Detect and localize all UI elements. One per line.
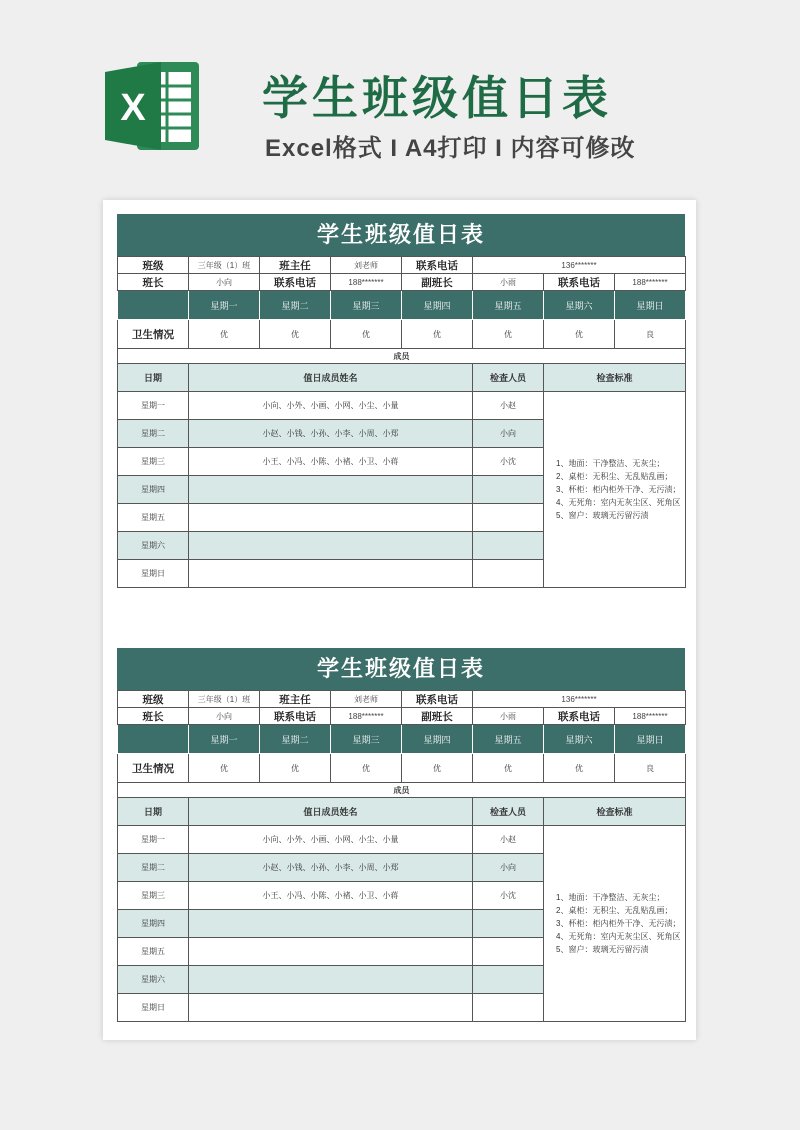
day-cell: 星期三 xyxy=(118,448,189,476)
hygiene-value: 优 xyxy=(260,320,331,349)
inspector-cell xyxy=(473,476,544,504)
day-cell: 星期六 xyxy=(118,532,189,560)
hygiene-value: 优 xyxy=(544,320,615,349)
weekday-cell: 星期三 xyxy=(331,291,402,320)
names-cell: 小赵、小钱、小孙、小李、小周、小郑 xyxy=(189,420,473,448)
weekday-cell: 星期二 xyxy=(260,291,331,320)
duty-sheet-2 xyxy=(117,648,685,1022)
vice-phone-label: 联系电话 xyxy=(544,708,615,725)
standard-line: 1、地面：干净整洁、无灰尘； xyxy=(556,459,665,468)
members-label: 成员 xyxy=(118,349,686,364)
inspector-cell: 小赵 xyxy=(473,392,544,420)
date-header: 日期 xyxy=(118,364,189,392)
phone-value: 136******* xyxy=(473,257,686,274)
weekday-cell: 星期四 xyxy=(402,725,473,754)
weekday-cell: 星期六 xyxy=(544,725,615,754)
phone-value: 136******* xyxy=(473,691,686,708)
hygiene-row xyxy=(118,320,686,349)
hygiene-value: 优 xyxy=(331,754,402,783)
monitor-phone-value: 188******* xyxy=(331,274,402,291)
inspector-cell xyxy=(473,504,544,532)
day-cell: 星期四 xyxy=(118,476,189,504)
vice-label: 副班长 xyxy=(402,708,473,725)
hygiene-value: 优 xyxy=(473,320,544,349)
names-cell xyxy=(189,532,473,560)
day-cell: 星期一 xyxy=(118,826,189,854)
names-cell: 小赵、小钱、小孙、小李、小周、小郑 xyxy=(189,854,473,882)
teacher-label: 班主任 xyxy=(260,691,331,708)
monitor-label: 班长 xyxy=(118,274,189,291)
day-cell: 星期五 xyxy=(118,938,189,966)
weekday-cell: 星期二 xyxy=(260,725,331,754)
duty-table xyxy=(117,690,686,1022)
standard-line: 5、窗户：玻璃无污留污渍 xyxy=(556,511,649,520)
weekday-header-row xyxy=(118,725,686,754)
inspector-cell xyxy=(473,910,544,938)
monitor-label: 班长 xyxy=(118,708,189,725)
standard-line: 4、无死角：室内无灰尘区、死角区 xyxy=(556,498,681,507)
vice-phone-value: 188******* xyxy=(615,274,686,291)
vice-phone-value: 188******* xyxy=(615,708,686,725)
day-cell: 星期六 xyxy=(118,966,189,994)
standard-header: 检查标准 xyxy=(544,364,686,392)
standard-line: 5、窗户：玻璃无污留污渍 xyxy=(556,945,649,954)
day-cell: 星期五 xyxy=(118,504,189,532)
weekday-cell: 星期日 xyxy=(615,291,686,320)
phone-label: 联系电话 xyxy=(402,257,473,274)
hygiene-row xyxy=(118,754,686,783)
date-header: 日期 xyxy=(118,798,189,826)
names-cell: 小向、小外、小画、小网、小尘、小量 xyxy=(189,826,473,854)
info-row-2 xyxy=(118,708,686,725)
names-cell: 小王、小冯、小陈、小褚、小卫、小蒋 xyxy=(189,448,473,476)
inspector-cell xyxy=(473,994,544,1022)
table-row xyxy=(118,392,686,420)
teacher-value: 刘老师 xyxy=(331,691,402,708)
standards-cell xyxy=(544,392,686,588)
inspector-cell: 小沈 xyxy=(473,448,544,476)
info-row-1 xyxy=(118,691,686,708)
names-cell xyxy=(189,994,473,1022)
vice-label: 副班长 xyxy=(402,274,473,291)
hygiene-value: 优 xyxy=(544,754,615,783)
members-label: 成员 xyxy=(118,783,686,798)
inspector-cell: 小赵 xyxy=(473,826,544,854)
members-row xyxy=(118,783,686,798)
column-header-row xyxy=(118,798,686,826)
weekday-header-row xyxy=(118,291,686,320)
class-value: 三年级（1）班 xyxy=(189,691,260,708)
inspector-cell xyxy=(473,938,544,966)
column-header-row xyxy=(118,364,686,392)
table-row xyxy=(118,826,686,854)
standard-line: 2、桌柜：无积尘、无乱贴乱画； xyxy=(556,472,673,481)
weekday-cell: 星期一 xyxy=(189,291,260,320)
weekday-cell: 星期六 xyxy=(544,291,615,320)
standard-line: 3、杯柜：柜内柜外干净、无污渍； xyxy=(556,919,681,928)
names-cell xyxy=(189,910,473,938)
day-cell: 星期日 xyxy=(118,994,189,1022)
duty-sheet-1 xyxy=(117,214,685,588)
names-cell xyxy=(189,560,473,588)
page-title: 学生班级值日表 xyxy=(262,72,612,124)
teacher-value: 刘老师 xyxy=(331,257,402,274)
inspector-cell: 小沈 xyxy=(473,882,544,910)
hygiene-value: 良 xyxy=(615,754,686,783)
standards-cell xyxy=(544,826,686,1022)
day-cell: 星期一 xyxy=(118,392,189,420)
standard-line: 4、无死角：室内无灰尘区、死角区 xyxy=(556,932,681,941)
weekday-cell: 星期五 xyxy=(473,291,544,320)
info-row-1 xyxy=(118,257,686,274)
svg-text:X: X xyxy=(120,87,146,129)
class-value: 三年级（1）班 xyxy=(189,257,260,274)
hygiene-value: 优 xyxy=(402,320,473,349)
inspector-cell: 小向 xyxy=(473,854,544,882)
phone-label: 联系电话 xyxy=(402,691,473,708)
weekday-cell: 星期一 xyxy=(189,725,260,754)
members-row xyxy=(118,349,686,364)
weekday-corner xyxy=(118,725,189,754)
weekday-cell: 星期日 xyxy=(615,725,686,754)
excel-logo-icon xyxy=(103,58,203,154)
hygiene-value: 优 xyxy=(331,320,402,349)
names-cell xyxy=(189,966,473,994)
names-cell xyxy=(189,938,473,966)
day-cell: 星期三 xyxy=(118,882,189,910)
sheet-title: 学生班级值日表 xyxy=(117,214,685,256)
standard-line: 2、桌柜：无积尘、无乱贴乱画； xyxy=(556,906,673,915)
inspector-cell xyxy=(473,966,544,994)
inspector-cell xyxy=(473,532,544,560)
vice-phone-label: 联系电话 xyxy=(544,274,615,291)
hygiene-value: 良 xyxy=(615,320,686,349)
monitor-phone-value: 188******* xyxy=(331,708,402,725)
class-label: 班级 xyxy=(118,257,189,274)
inspector-cell xyxy=(473,560,544,588)
hygiene-label: 卫生情况 xyxy=(118,320,189,349)
names-header: 值日成员姓名 xyxy=(189,364,473,392)
hygiene-label: 卫生情况 xyxy=(118,754,189,783)
weekday-corner xyxy=(118,291,189,320)
monitor-phone-label: 联系电话 xyxy=(260,708,331,725)
names-cell: 小向、小外、小画、小网、小尘、小量 xyxy=(189,392,473,420)
day-cell: 星期日 xyxy=(118,560,189,588)
monitor-value: 小向 xyxy=(189,274,260,291)
standard-line: 3、杯柜：柜内柜外干净、无污渍； xyxy=(556,485,681,494)
day-cell: 星期二 xyxy=(118,854,189,882)
day-cell: 星期四 xyxy=(118,910,189,938)
page-subtitle: Excel格式 I A4打印 I 内容可修改 xyxy=(265,135,636,162)
weekday-cell: 星期五 xyxy=(473,725,544,754)
page-header xyxy=(0,0,800,190)
standard-header: 检查标准 xyxy=(544,798,686,826)
document-paper xyxy=(103,200,696,1040)
hygiene-value: 优 xyxy=(473,754,544,783)
inspector-header: 检查人员 xyxy=(473,364,544,392)
day-cell: 星期二 xyxy=(118,420,189,448)
sheet-title: 学生班级值日表 xyxy=(117,648,685,690)
monitor-value: 小向 xyxy=(189,708,260,725)
inspector-cell: 小向 xyxy=(473,420,544,448)
hygiene-value: 优 xyxy=(189,320,260,349)
vice-value: 小雨 xyxy=(473,274,544,291)
inspector-header: 检查人员 xyxy=(473,798,544,826)
names-cell xyxy=(189,476,473,504)
names-cell: 小王、小冯、小陈、小褚、小卫、小蒋 xyxy=(189,882,473,910)
duty-table xyxy=(117,256,686,588)
vice-value: 小雨 xyxy=(473,708,544,725)
monitor-phone-label: 联系电话 xyxy=(260,274,331,291)
weekday-cell: 星期三 xyxy=(331,725,402,754)
standard-line: 1、地面：干净整洁、无灰尘； xyxy=(556,893,665,902)
names-cell xyxy=(189,504,473,532)
hygiene-value: 优 xyxy=(402,754,473,783)
hygiene-value: 优 xyxy=(189,754,260,783)
names-header: 值日成员姓名 xyxy=(189,798,473,826)
class-label: 班级 xyxy=(118,691,189,708)
weekday-cell: 星期四 xyxy=(402,291,473,320)
info-row-2 xyxy=(118,274,686,291)
teacher-label: 班主任 xyxy=(260,257,331,274)
hygiene-value: 优 xyxy=(260,754,331,783)
